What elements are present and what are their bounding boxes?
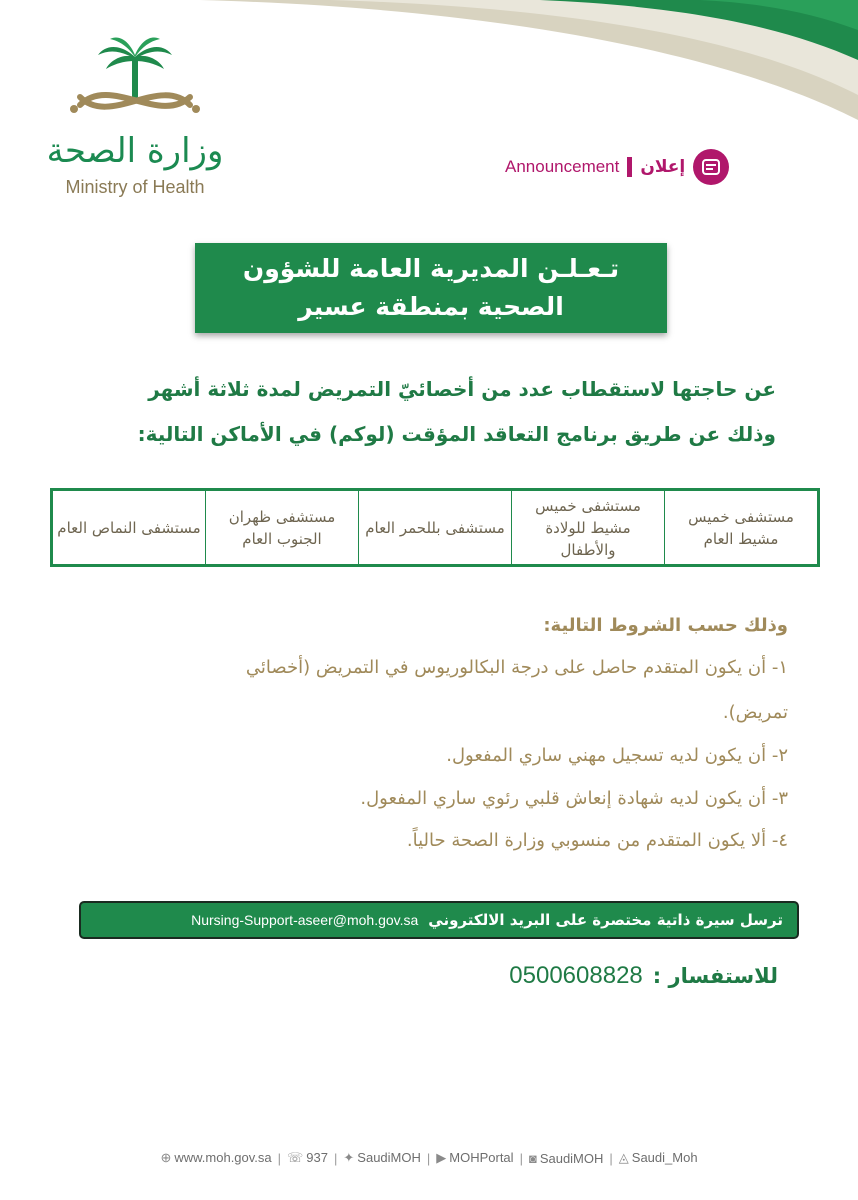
phone-number[interactable]: 0500608828 bbox=[509, 962, 643, 989]
inquiry-row bbox=[509, 962, 778, 990]
condition-item: ١- أن يكون المتقدم حاصل على درجة البكالوريوس في التمريض (أخصائي bbox=[245, 657, 788, 678]
hospital-cell: مستشفى بللحمر العام bbox=[358, 491, 511, 564]
logo-english-text: Ministry of Health bbox=[65, 177, 205, 197]
instagram-icon: ◙ bbox=[528, 1150, 537, 1166]
phone-icon: ☏ bbox=[287, 1150, 304, 1165]
youtube-icon: ▶ bbox=[436, 1150, 447, 1165]
hospital-cell: مستشفى خميس مشيط للولادة والأطفال bbox=[511, 491, 664, 564]
hospital-cell: مستشفى النماص العام bbox=[57, 518, 201, 537]
megaphone-icon bbox=[693, 149, 729, 185]
inquiry-label: للاستفسار : bbox=[652, 964, 778, 988]
email-label: ترسل سيرة ذاتية مختصرة على البريد الالكتروني bbox=[428, 911, 783, 929]
twitter-icon: ✦ bbox=[343, 1150, 355, 1165]
condition-item: ٢- أن يكون لديه تسجيل مهني ساري المفعول. bbox=[446, 745, 788, 766]
announcement-arabic: إعلان bbox=[640, 157, 686, 177]
conditions-heading: وذلك حسب الشروط التالية: bbox=[543, 615, 788, 636]
title-line-1: تـعـلـن المديرية العامة للشؤون bbox=[242, 254, 620, 283]
footer-youtube[interactable]: ▶ MOHPortal bbox=[436, 1150, 514, 1165]
email-address-link[interactable]: Nursing-Support-aseer@moh.gov.sa bbox=[191, 912, 419, 928]
hospitals-table bbox=[50, 488, 820, 567]
footer-twitter[interactable]: ✦ SaudiMOH bbox=[343, 1150, 421, 1165]
announcement-title bbox=[195, 243, 667, 333]
intro-line-2: وذلك عن طريق برنامج التعاقد المؤقت (لوكم) في الأماكن التالية: bbox=[137, 422, 776, 446]
title-line-2: الصحية بمنطقة عسير bbox=[298, 292, 564, 321]
palm-swords-emblem-icon bbox=[40, 35, 230, 135]
intro-line-1: عن حاجتها لاستقطاب عدد من أخصائيّ التمريض لمدة ثلاثة أشهر bbox=[148, 377, 776, 401]
hospital-cell: مستشفى ظهران الجنوب العام bbox=[205, 491, 358, 564]
condition-item: ٤- ألا يكون المتقدم من منسوبي وزارة الصحة حالياً. bbox=[406, 830, 788, 851]
hospital-cell: مستشفى خميس مشيط العام bbox=[664, 491, 817, 564]
snapchat-icon: ◬ bbox=[618, 1150, 629, 1165]
email-instruction-box bbox=[79, 901, 799, 939]
condition-item: ٣- أن يكون لديه شهادة إنعاش قلبي رئوي ساري المفعول. bbox=[360, 788, 788, 809]
footer-instagram[interactable]: ◙ SaudiMOH bbox=[528, 1150, 604, 1166]
logo-arabic-text: وزارة الصحة bbox=[46, 131, 224, 171]
footer-snapchat[interactable]: ◬ Saudi_Moh bbox=[618, 1150, 698, 1165]
announcement-english: Announcement bbox=[505, 157, 620, 176]
footer-phone[interactable]: ☏ 937 bbox=[287, 1150, 328, 1165]
announcement-tag bbox=[505, 150, 729, 184]
footer-links: ⊕ www.moh.gov.sa | ☏ 937 | ✦ SaudiMOH | ▶ MOHPortal | ◙ SaudiMOH | ◬ Saudi_Moh bbox=[160, 1150, 698, 1166]
globe-icon: ⊕ bbox=[160, 1150, 172, 1165]
announcement-divider bbox=[627, 157, 632, 177]
condition-item: تمريض). bbox=[722, 702, 788, 723]
moh-logo bbox=[40, 35, 240, 205]
footer-website[interactable]: ⊕ www.moh.gov.sa bbox=[160, 1150, 272, 1165]
